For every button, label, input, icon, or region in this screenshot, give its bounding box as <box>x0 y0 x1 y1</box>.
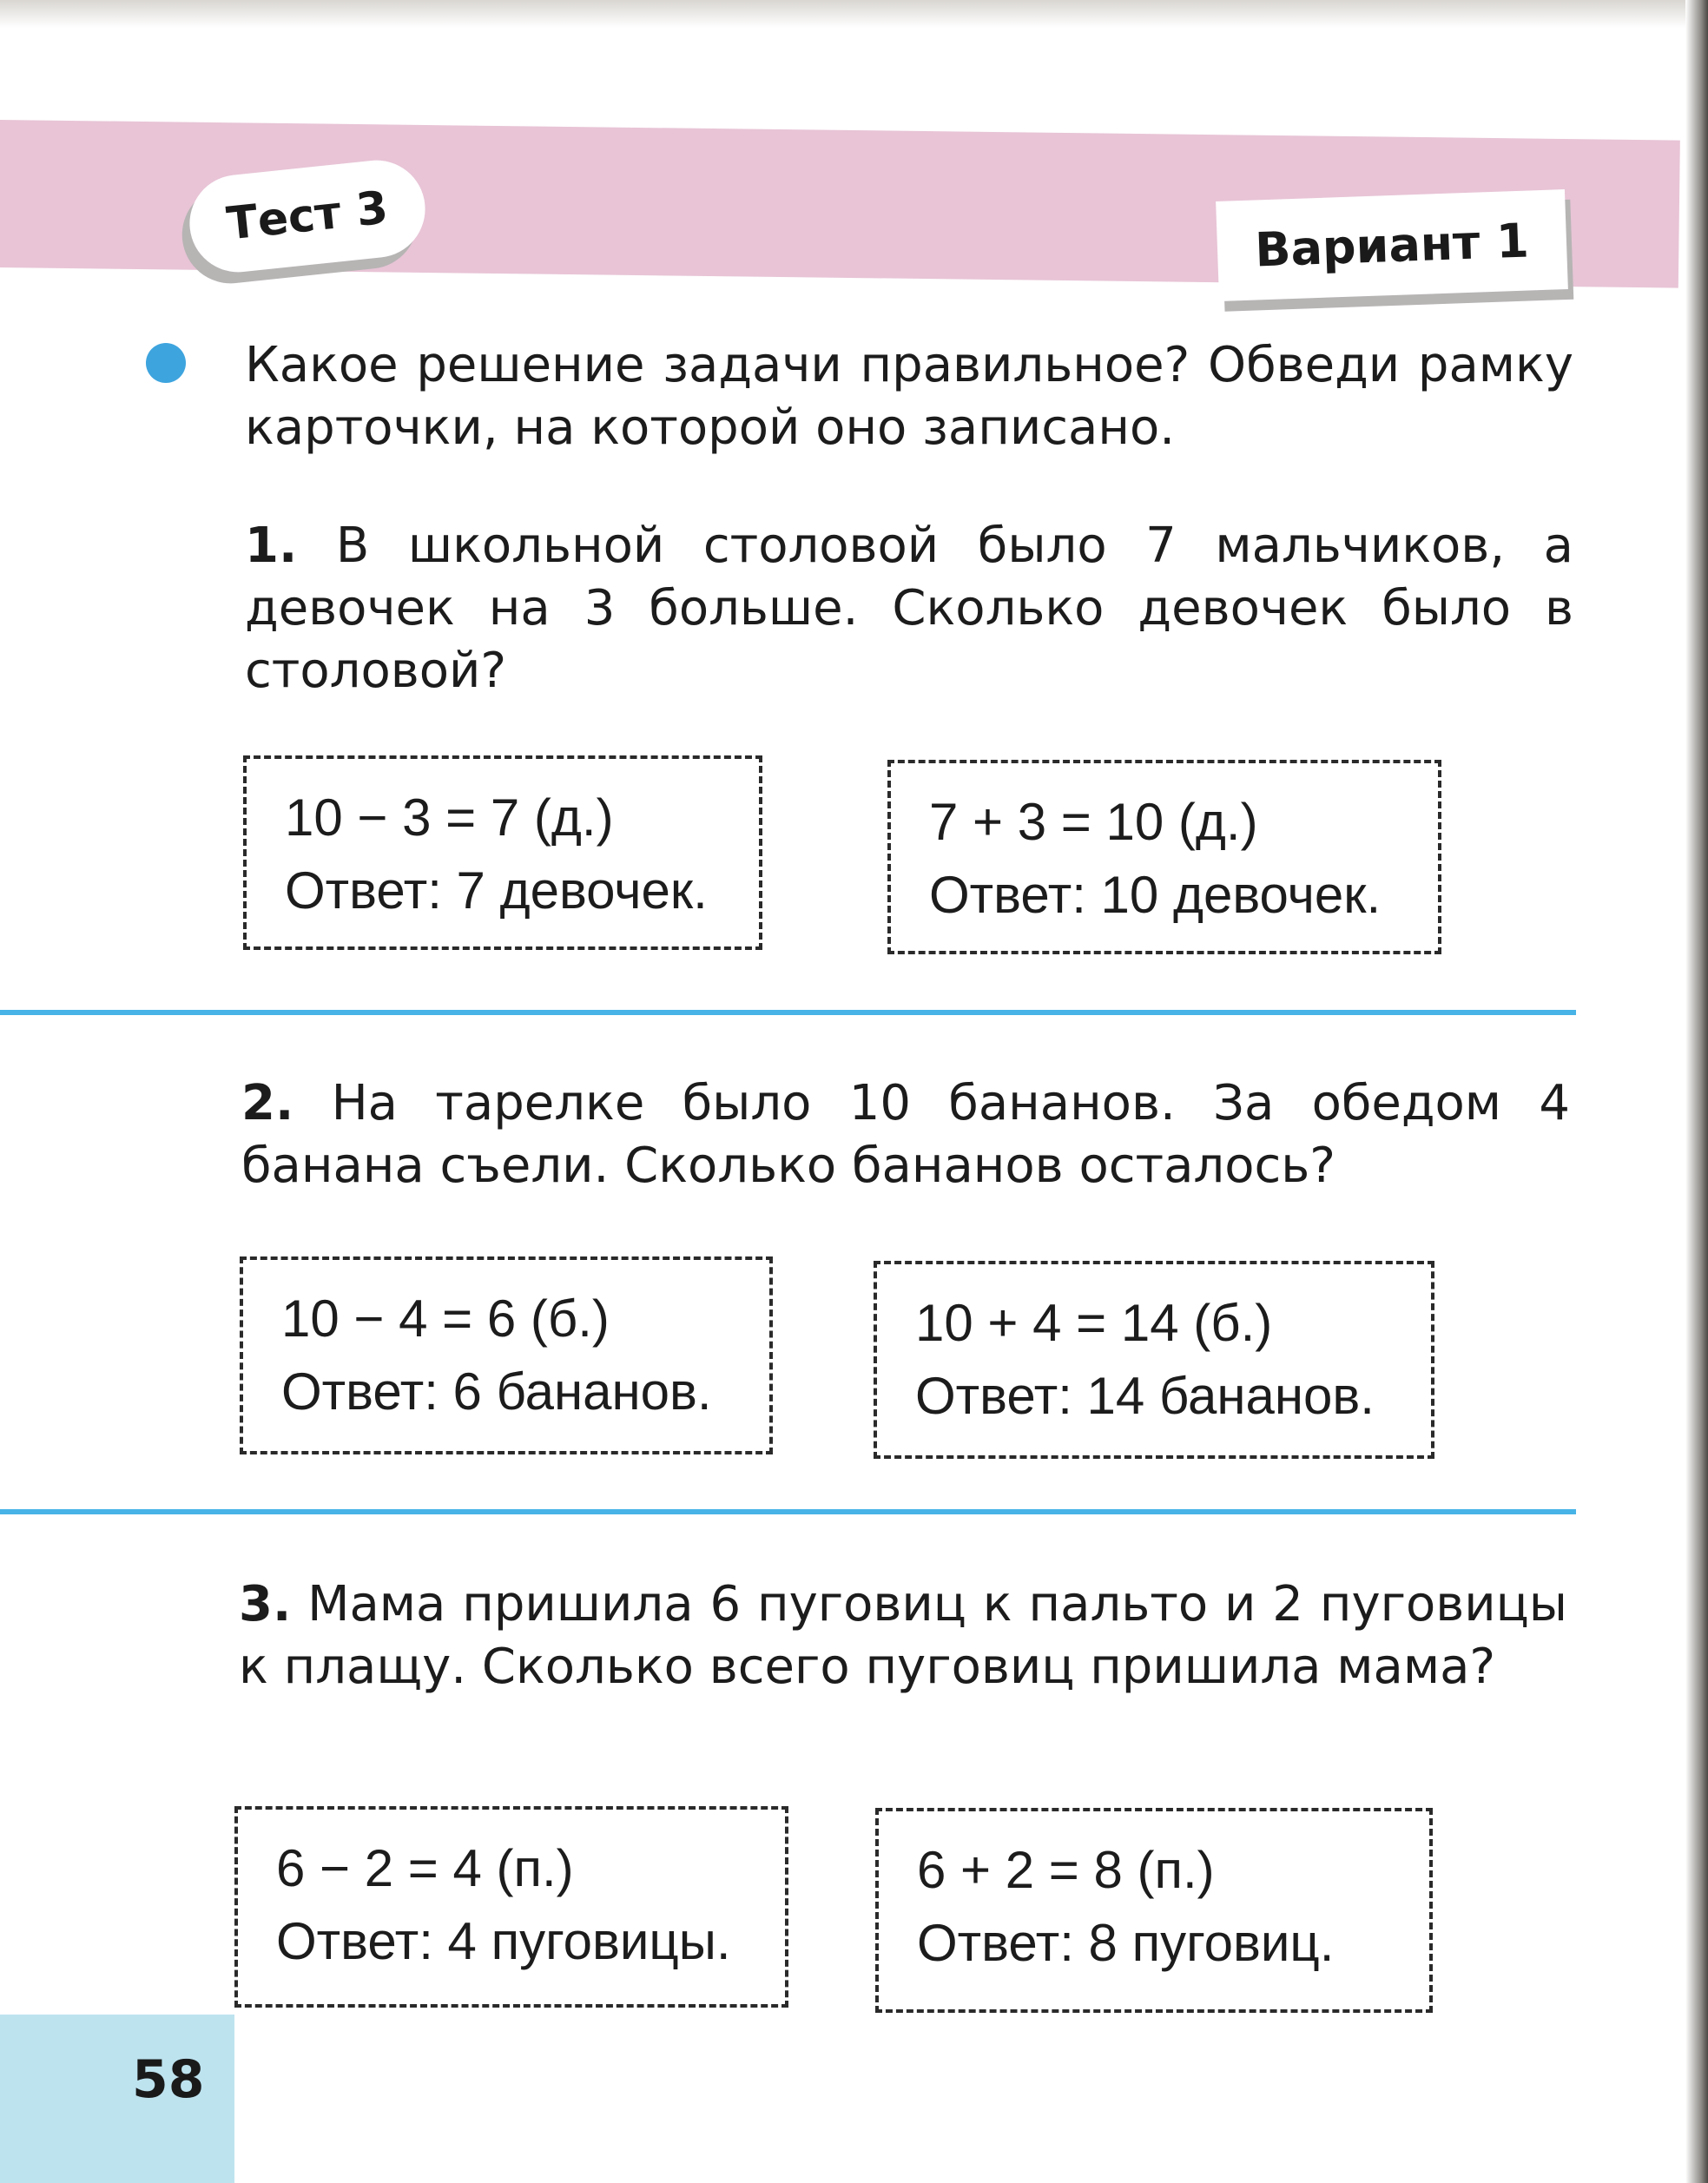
problem-2-number: 2. <box>241 1075 294 1131</box>
instruction-text: Какое решение задачи правильное? Обведи рамку карточки, на которой оно записано. <box>245 337 1573 456</box>
section-divider <box>0 1010 1576 1015</box>
problem-2-text <box>241 1072 1570 1197</box>
card-answer: Ответ: 7 девочек. <box>285 861 708 920</box>
card-equation: 10 − 4 = 6 (б.) <box>281 1289 610 1348</box>
card-answer: Ответ: 4 пуговицы. <box>276 1912 731 1970</box>
problem-1-number: 1. <box>245 518 298 574</box>
answer-card-2b[interactable] <box>874 1261 1434 1459</box>
instruction-bullet-icon <box>146 343 186 383</box>
problem-1-body: В школьной столовой было 7 мальчиков, а девочек на 3 больше. Сколько девочек было в столовой? <box>245 518 1574 699</box>
card-equation: 10 + 4 = 14 (б.) <box>915 1294 1273 1352</box>
card-equation: 6 + 2 = 8 (п.) <box>917 1841 1215 1899</box>
problem-3-body: Мама пришила 6 пуговиц к пальто и 2 пуговицы к плащу. Сколько всего пуговиц пришила мама? <box>239 1576 1568 1695</box>
answer-card-1a[interactable] <box>243 755 762 950</box>
answer-card-3b[interactable] <box>875 1808 1433 2013</box>
answer-card-2a[interactable] <box>240 1256 773 1454</box>
problem-1-text <box>245 515 1573 702</box>
test-label: Тест 3 <box>224 181 391 251</box>
page-number: 58 <box>132 2049 205 2110</box>
card-answer: Ответ: 14 бананов. <box>915 1367 1375 1425</box>
card-answer: Ответ: 10 девочек. <box>929 866 1382 924</box>
problem-2-body: На тарелке было 10 бананов. За обедом 4 банана съели. Сколько бананов осталось? <box>241 1075 1570 1194</box>
problem-3-text <box>239 1573 1567 1698</box>
card-equation: 10 − 3 = 7 (д.) <box>285 788 614 847</box>
variant-label: Вариант 1 <box>1254 213 1530 278</box>
problem-3-number: 3. <box>239 1576 292 1632</box>
card-equation: 6 − 2 = 4 (п.) <box>276 1839 574 1897</box>
variant-tag <box>1216 189 1568 301</box>
answer-card-1b[interactable] <box>887 760 1441 954</box>
card-equation: 7 + 3 = 10 (д.) <box>929 793 1258 851</box>
card-answer: Ответ: 6 бананов. <box>281 1362 712 1421</box>
scan-shadow-top <box>0 0 1708 28</box>
card-answer: Ответ: 8 пуговиц. <box>917 1914 1335 1972</box>
section-divider <box>0 1509 1576 1514</box>
answer-card-3a[interactable] <box>234 1806 788 2008</box>
scan-shadow-right <box>1685 0 1708 2183</box>
